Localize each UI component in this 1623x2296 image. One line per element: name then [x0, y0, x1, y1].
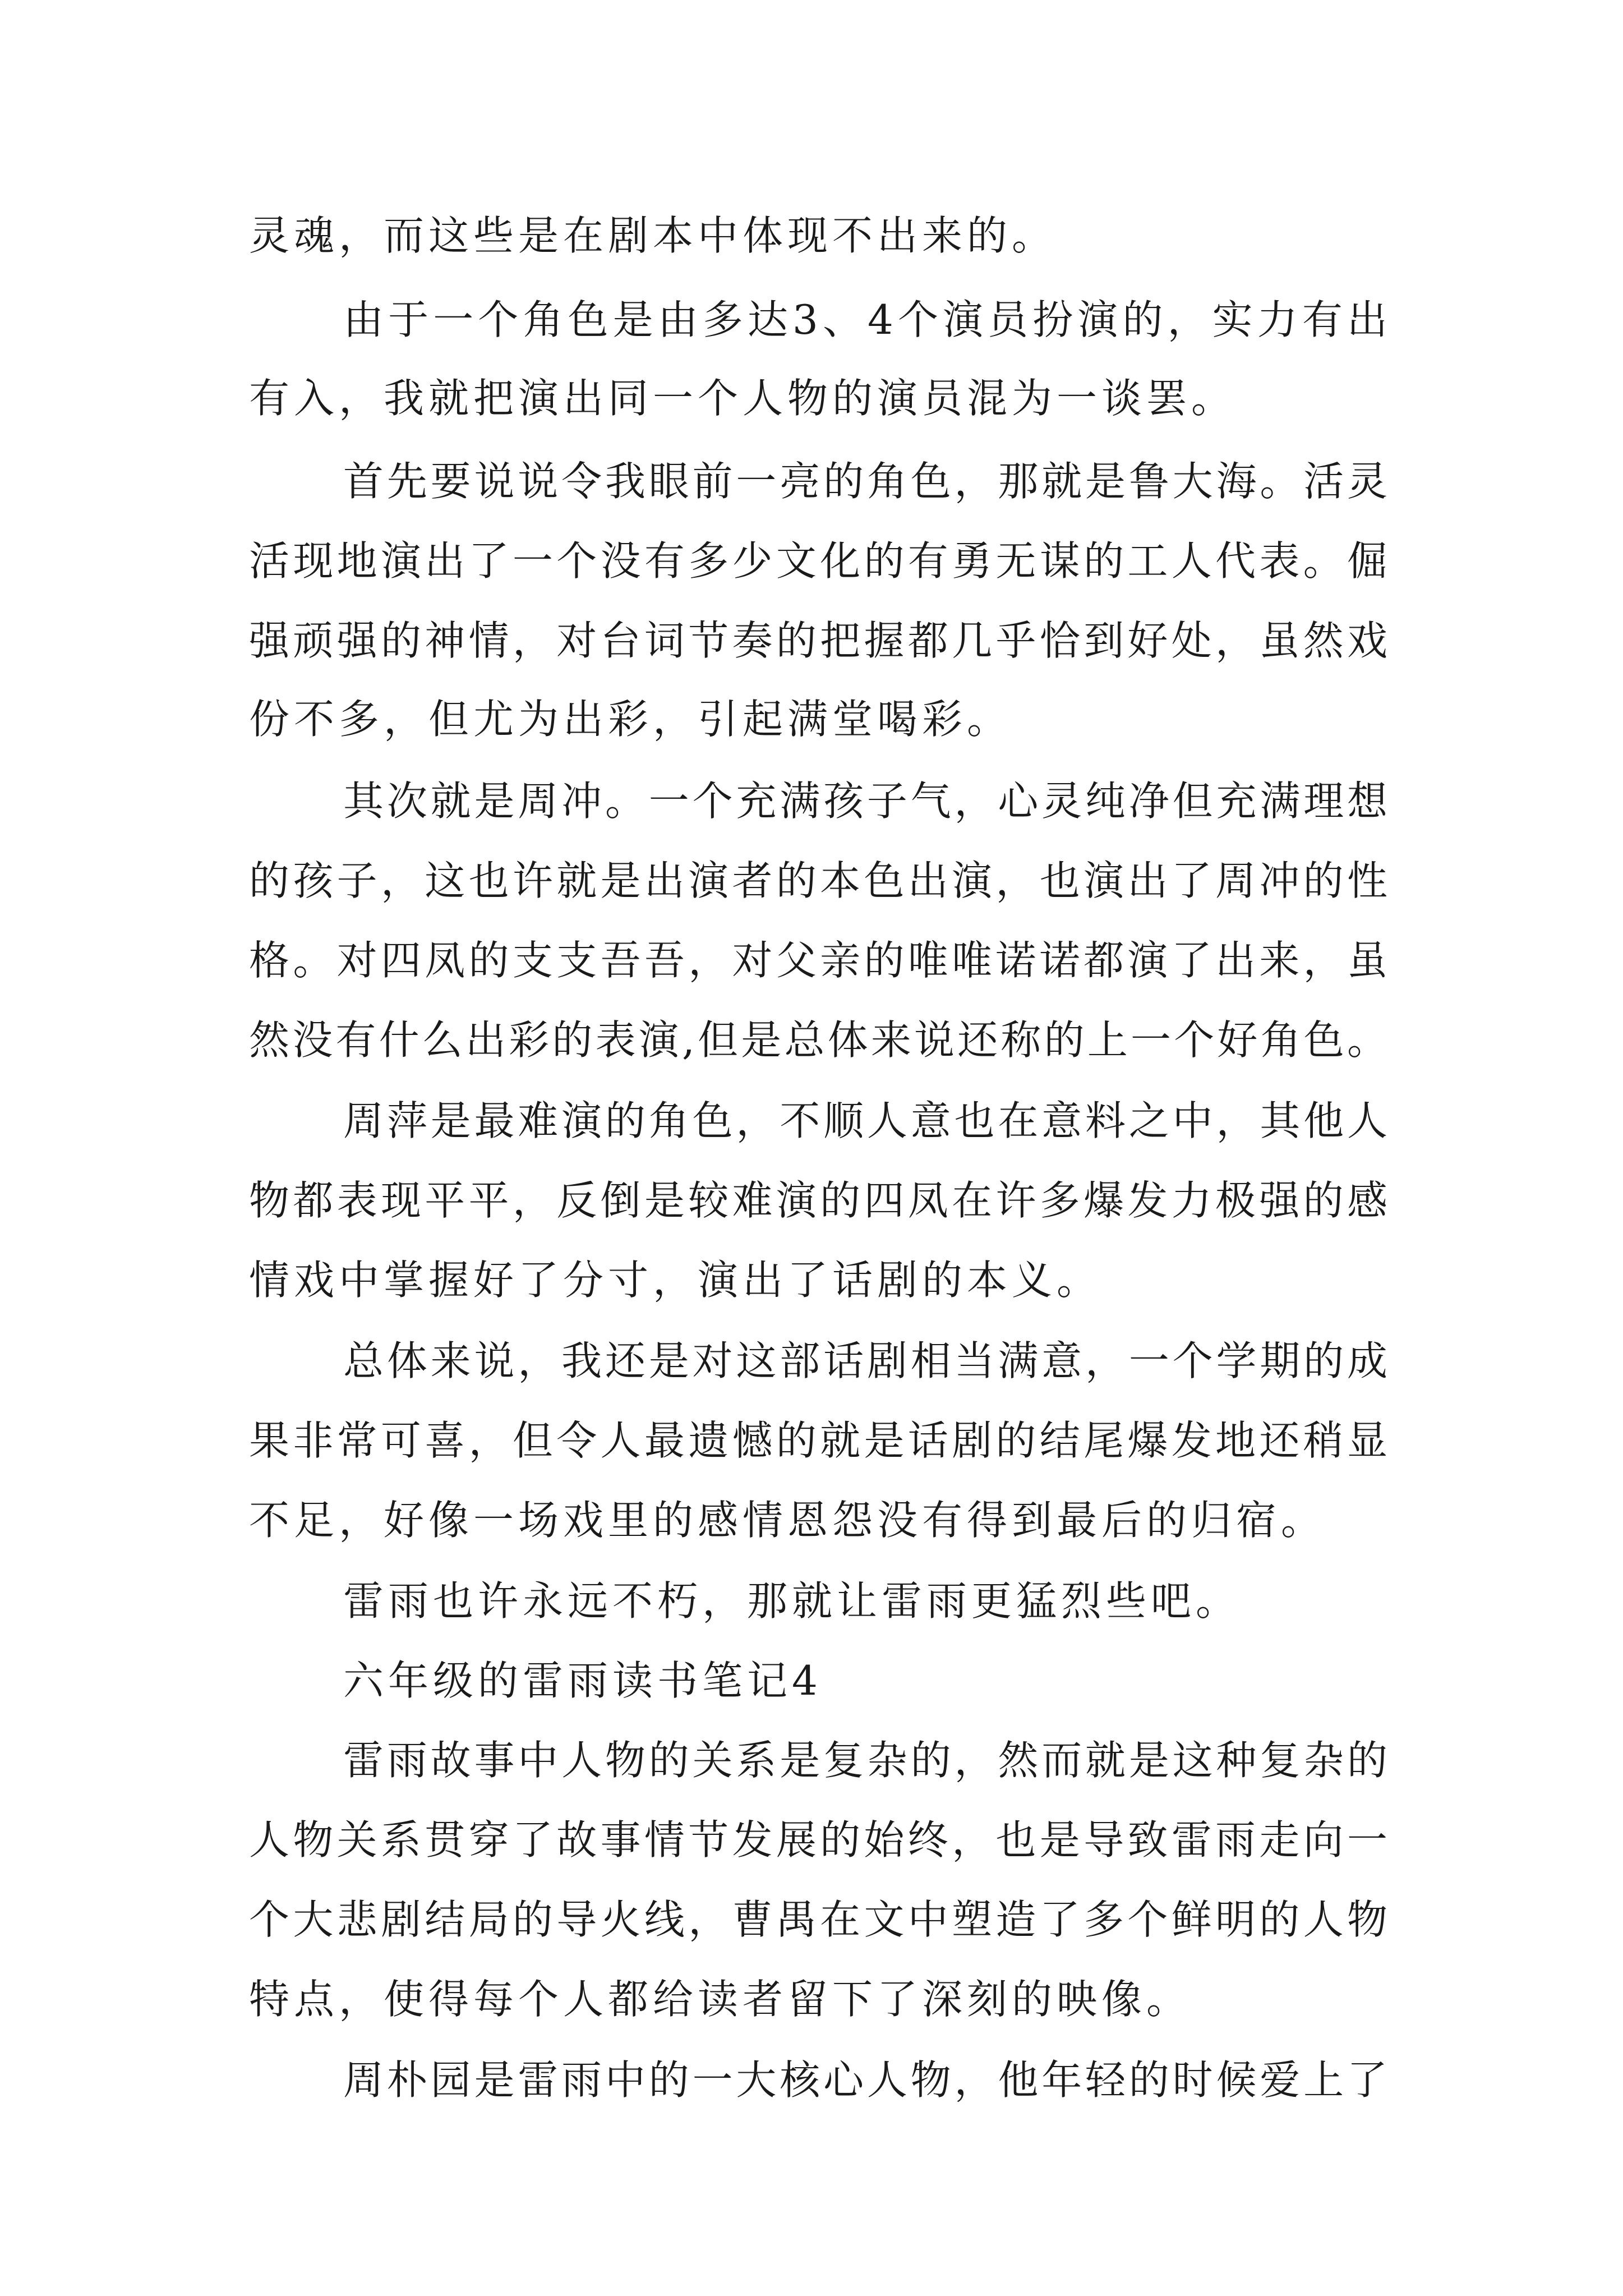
text-line-12: 周萍是最难演的角色，不顺人意也在意料之中，其他人 — [343, 1097, 1387, 1144]
text-line-2: 由于一个角色是由多达3、4个演员扮演的，实力有出 — [343, 296, 1387, 343]
text-line-7: 份不多，但尤为出彩，引起满堂喝彩。 — [249, 696, 1012, 743]
text-line-5: 活现地演出了一个没有多少文化的有勇无谋的工人代表。倔 — [249, 537, 1387, 585]
text-line-17: 不足，好像一场戏里的感情恩怨没有得到最后的归宿。 — [249, 1497, 1326, 1544]
text-line-13: 物都表现平平，反倒是较难演的四凤在许多爆发力极强的感 — [249, 1177, 1387, 1224]
text-line-4: 首先要说说令我眼前一亮的角色，那就是鲁大海。活灵 — [343, 458, 1387, 505]
text-line-15: 总体来说，我还是对这部话剧相当满意，一个学期的成 — [343, 1337, 1387, 1384]
text-line-22: 个大悲剧结局的导火线，曹禺在文中塑造了多个鲜明的人物 — [249, 1896, 1387, 1943]
text-line-18: 雷雨也许永远不朽，那就让雷雨更猛烈些吧。 — [343, 1577, 1241, 1625]
text-line-6: 强顽强的神情，对台词节奏的把握都几乎恰到好处，虽然戏 — [249, 617, 1387, 664]
text-line-1: 灵魂，而这些是在剧本中体现不出来的。 — [249, 212, 1057, 259]
text-line-9: 的孩子，这也许就是出演者的本色出演，也演出了周冲的性 — [249, 857, 1387, 904]
section-heading: 六年级的雷雨读书笔记4 — [343, 1657, 822, 1704]
text-line-16: 果非常可喜，但令人最遗憾的就是话剧的结尾爆发地还稍显 — [249, 1417, 1387, 1464]
text-line-14: 情戏中掌握好了分寸，演出了话剧的本义。 — [249, 1257, 1102, 1304]
text-line-11: 然没有什么出彩的表演,但是总体来说还称的上一个好角色。 — [249, 1016, 1387, 1064]
text-line-23: 特点，使得每个人都给读者留下了深刻的映像。 — [249, 1976, 1192, 2023]
text-line-20: 雷雨故事中人物的关系是复杂的，然而就是这种复杂的 — [343, 1737, 1387, 1784]
text-line-21: 人物关系贯穿了故事情节发展的始终，也是导致雷雨走向一 — [249, 1816, 1387, 1864]
text-line-10: 格。对四凤的支支吾吾，对父亲的唯唯诺诺都演了出来，虽 — [249, 937, 1387, 984]
text-line-24: 周朴园是雷雨中的一大核心人物，他年轻的时候爱上了 — [343, 2056, 1387, 2104]
text-line-3: 有入，我就把演出同一个人物的演员混为一谈罢。 — [249, 375, 1237, 422]
text-line-8: 其次就是周冲。一个充满孩子气，心灵纯净但充满理想 — [343, 777, 1387, 825]
